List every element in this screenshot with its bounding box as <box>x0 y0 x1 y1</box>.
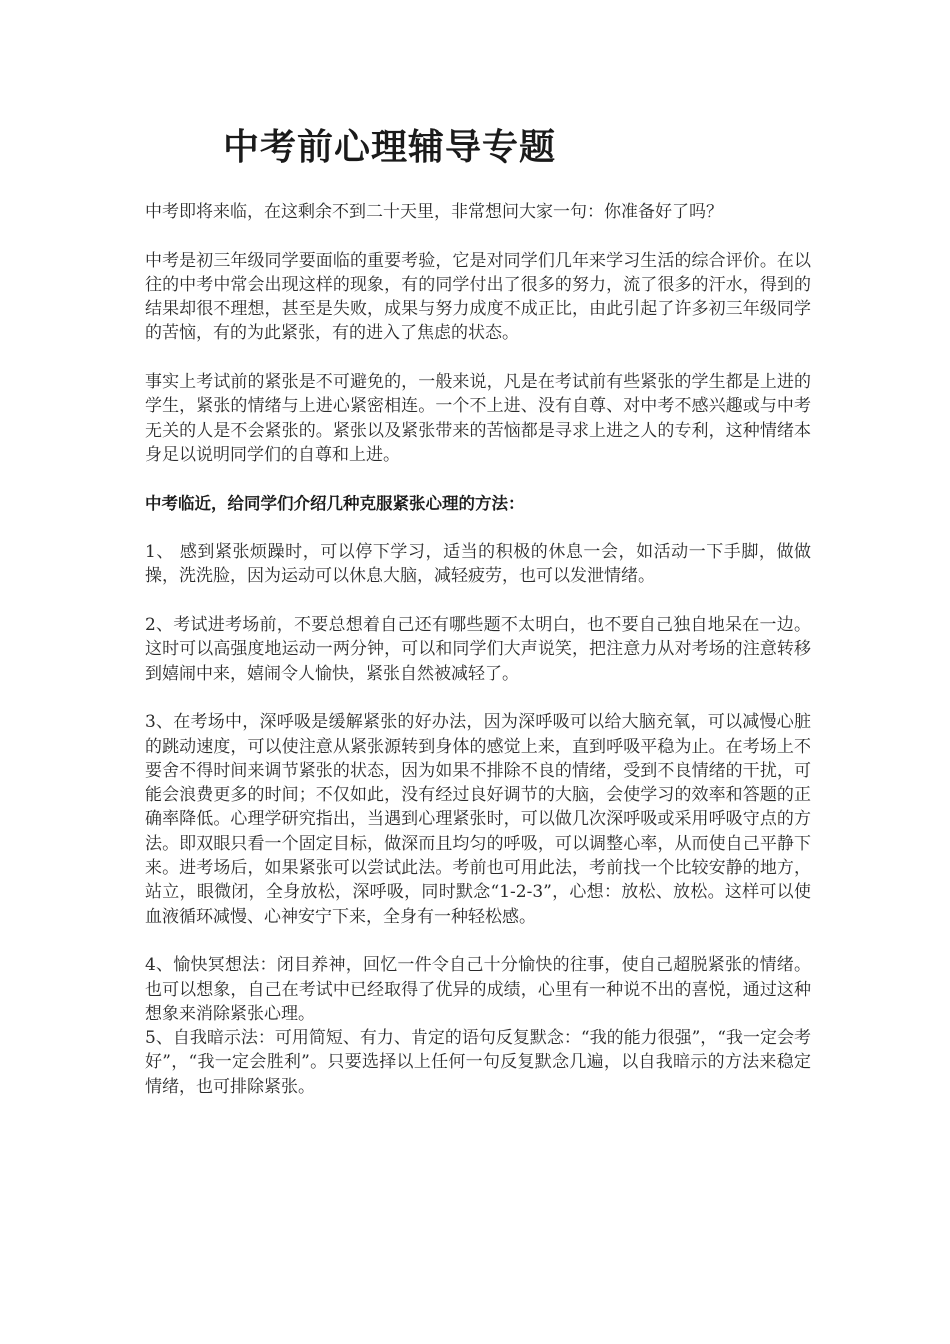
document-body <box>145 120 811 1099</box>
intro-question-paragraph: 中考即将来临，在这剩余不到二十天里，非常想问大家一句：你准备好了吗？ <box>145 202 723 222</box>
document-title: 中考前心理辅导专题 <box>223 127 557 168</box>
methods-heading: 中考临近，给同学们介绍几种克服紧张心理的方法： <box>145 493 525 513</box>
method-item-1: 1、 感到紧张烦躁时，可以停下学习，适当的积极的休息一会，如活动一下手脚，做做操，洗洗脸，因为运动可以休息大脑，减轻疲劳，也可以发泄情绪。 <box>145 542 811 587</box>
tension-explanation-paragraph: 事实上考试前的紧张是不可避免的，一般来说，凡是在考试前有些紧张的学生都是上进的学生，紧张的情绪与上进心紧密相连。一个不上进、没有自尊、对中考不感兴趣或与中考无关的人是不会紧张的。紧张以及紧张带来的苦恼都是寻求上进之人的专利，这种情绪本身足以说明同学们的自尊和上进。 <box>145 372 811 465</box>
exam-importance-paragraph: 中考是初三年级同学要面临的重要考验，它是对同学们几年来学习生活的综合评价。在以往的中考中常会出现这样的现象，有的同学付出了很多的努力，流了很多的汗水，得到的结果却很不理想，甚至是失败，成果与努力成度不成正比，由此引起了许多初三年级同学的苦恼，有的为此紧张，有的进入了焦虑的状态。 <box>145 250 811 344</box>
method-item-2: 2、考试进考场前，不要总想着自己还有哪些题不太明白，也不要自己独自地呆在一边。这时可以高强度地运动一两分钟，可以和同学们大声说笑，把注意力从对考场的注意转移到嬉闹中来，嬉闹令人愉快，紧张自然被减轻了。 <box>145 615 811 684</box>
method-item-4: 4、愉快冥想法：闭目养神，回忆一件令自己十分愉快的往事，使自己超脱紧张的情绪。也可以想象，自己在考试中已经取得了优异的成绩，心里有一种说不出的喜悦，通过这种想象来消除紧张心理。 <box>145 955 811 1024</box>
method-item-5: 5、自我暗示法：可用简短、有力、肯定的语句反复默念：“我的能力很强”，“我一定会考好”，“我一定会胜利”。只要选择以上任何一句反复默念几遍，以自我暗示的方法来稳定情绪，也可排除紧张。 <box>145 1028 811 1097</box>
method-item-3: 3、在考场中，深呼吸是缓解紧张的好办法，因为深呼吸可以给大脑充氧，可以减慢心脏的跳动速度，可以使注意从紧张源转到身体的感觉上来，直到呼吸平稳为止。在考场上不要舍不得时间来调节紧张的状态，因为如果不排除不良的情绪，受到不良情绪的干扰，可能会浪费更多的时间；不仅如此，没有经过良好调节的大脑，会使学习的效率和答题的正确率降低。心理学研究指出，当遇到心理紧张时，可以做几次深呼吸或采用呼吸守点的方法。即双眼只看一个固定目标，做深而且均匀的呼吸，可以调整心率，从而使自己平静下来。进考场后，如果紧张可以尝试此法。考前也可用此法，考前找一个比较安静的地方，站立，眼微闭，全身放松，深呼吸，同时默念“1-2-3”，心想：放松、放松。这样可以使血液循环减慢、心神安宁下来，全身有一种轻松感。 <box>145 712 811 927</box>
